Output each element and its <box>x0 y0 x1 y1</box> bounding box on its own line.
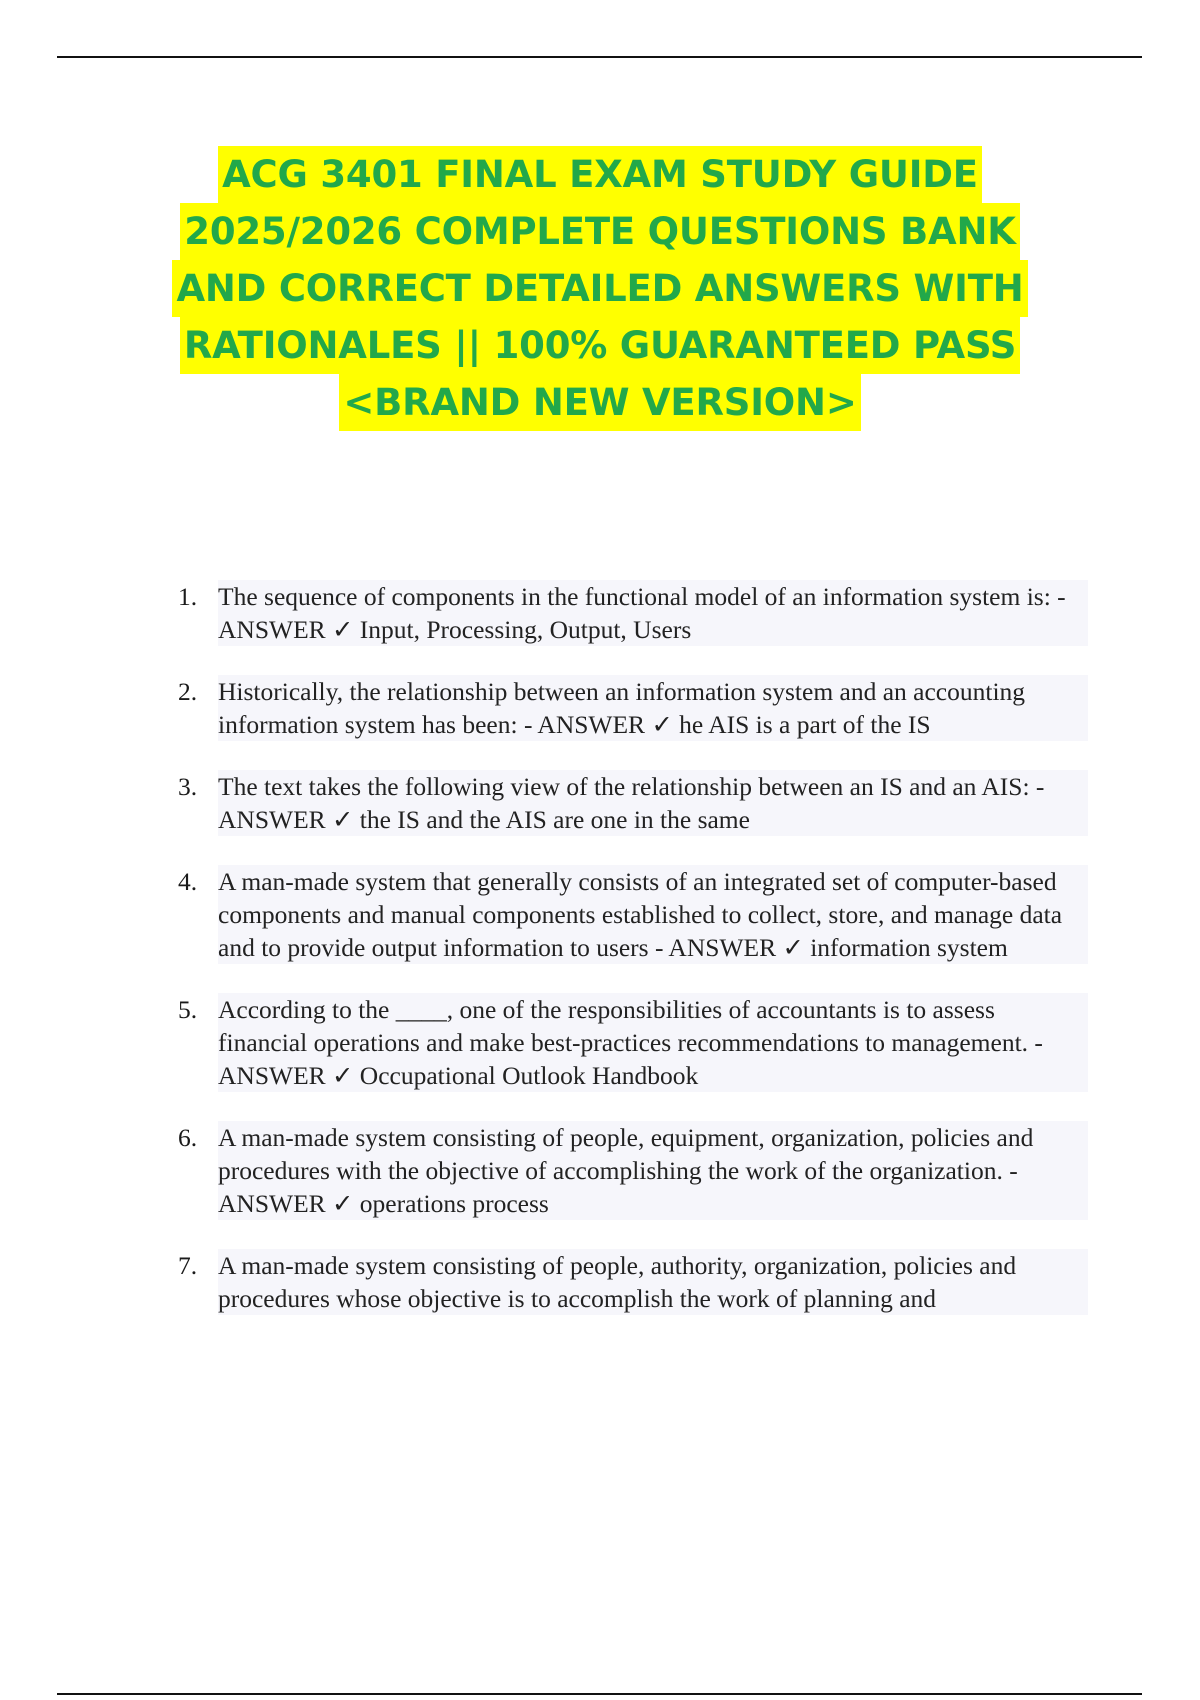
title-line-3-text: AND CORRECT DETAILED ANSWERS WITH <box>172 260 1027 317</box>
top-rule <box>57 56 1142 58</box>
question-item <box>178 1249 1088 1315</box>
title-line-4 <box>100 317 1100 374</box>
question-item <box>178 865 1088 964</box>
question-number: 7. <box>178 1251 198 1280</box>
title-line-1-text: ACG 3401 FINAL EXAM STUDY GUIDE <box>218 146 982 203</box>
title-line-5 <box>100 374 1100 431</box>
question-text: According to the ____, one of the responsibilities of accountants is to assess financial operations and make best-practices recommendations to management. - ANSWER ✓ Occupational Outlook Handbook <box>218 993 1088 1092</box>
title-line-2 <box>100 203 1100 260</box>
question-item <box>178 770 1088 836</box>
question-text: A man-made system that generally consists of an integrated set of computer-based components and manual components established to collect, store, and manage data and to provide output information to users - ANSWER ✓ information system <box>218 865 1088 964</box>
question-text: A man-made system consisting of people, equipment, organization, policies and procedures with the objective of accomplishing the work of the organization. - ANSWER ✓ operations process <box>218 1121 1088 1220</box>
question-item <box>178 993 1088 1092</box>
question-number: 2. <box>178 677 198 706</box>
question-text: A man-made system consisting of people, authority, organization, policies and procedures whose objective is to accomplish the work of planning and <box>218 1249 1088 1315</box>
question-item <box>178 675 1088 741</box>
title-line-4-text: RATIONALES || 100% GUARANTEED PASS <box>180 317 1020 374</box>
title-line-2-text: 2025/2026 COMPLETE QUESTIONS BANK <box>180 203 1019 260</box>
question-text: The sequence of components in the functional model of an information system is: - ANSWER ✓ Input, Processing, Output, Users <box>218 580 1088 646</box>
question-number: 3. <box>178 772 198 801</box>
question-number: 6. <box>178 1123 198 1152</box>
question-number: 5. <box>178 995 198 1024</box>
question-number: 1. <box>178 582 198 611</box>
bottom-rule <box>57 1693 1142 1695</box>
document-title <box>100 146 1100 431</box>
question-item <box>178 580 1088 646</box>
question-text: The text takes the following view of the relationship between an IS and an AIS: - ANSWER ✓ the IS and the AIS are one in the same <box>218 770 1088 836</box>
title-line-1 <box>100 146 1100 203</box>
question-item <box>178 1121 1088 1220</box>
title-line-5-text: <BRAND NEW VERSION> <box>339 374 860 431</box>
title-line-3 <box>100 260 1100 317</box>
question-number: 4. <box>178 867 198 896</box>
question-text: Historically, the relationship between an information system and an accounting information system has been: - ANSWER ✓ he AIS is a part of the IS <box>218 675 1088 741</box>
question-list <box>178 580 1088 1344</box>
